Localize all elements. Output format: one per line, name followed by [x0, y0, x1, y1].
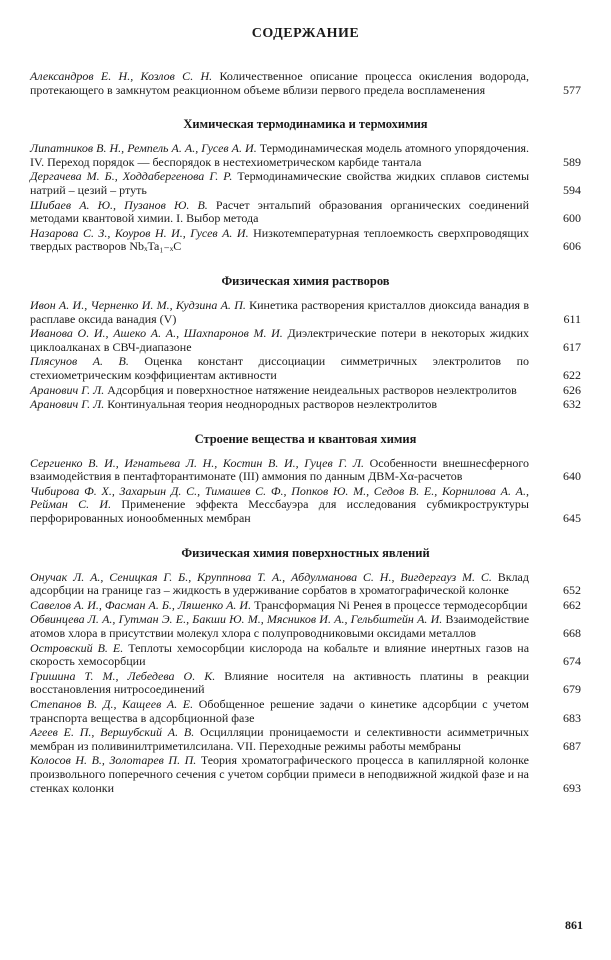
section-title: Физическая химия поверхностных явлений — [181, 545, 430, 560]
entry-page: 687 — [563, 738, 581, 753]
entry-page: 668 — [563, 626, 581, 641]
page-number: 861 — [565, 918, 583, 932]
entry-page: 674 — [563, 654, 581, 669]
entry-authors: Савелов А. И., Фасман А. Б., Ляшенко А. И. — [30, 597, 252, 612]
entry-title: Применение эффекта Мессбауэра для исследования субмикроструктуры перфорированных ионообменных мембран — [30, 497, 529, 526]
toc-entry — [30, 398, 581, 412]
entry-authors: Обвинцева Л. А., Гутман Э. Е., Бакши Ю. М., Мясников И. А., Гельбштейн А. И. — [30, 612, 443, 627]
entry-page: 626 — [563, 382, 581, 397]
toc-entry — [30, 227, 581, 254]
page-title: СОДЕРЖАНИЕ — [251, 26, 360, 41]
entry-page: 577 — [563, 82, 581, 97]
section-title: Химическая термодинамика и термохимия — [183, 117, 428, 132]
entry-title: Обобщенное решение задачи о кинетике адсорбции с учетом транспорта вещества в адсорбционной фазе — [30, 697, 530, 725]
toc-entry — [30, 754, 581, 795]
entry-title: Термодинамические свойства жидких сплавов системы натрий – цезий – ртуть — [30, 169, 530, 197]
entry-page: 594 — [563, 182, 581, 197]
toc-entry — [30, 457, 581, 484]
entry-title: Кинетика растворения кристаллов диоксида ванадия в расплаве оксида ванадия (V) — [30, 297, 529, 326]
entry-title: Теория хроматографического процесса в капиллярной колонке произвольного поперечного сечения с учетом сорбции примеси в неподвижной жидкой фазе и на стенках колонки — [30, 753, 530, 795]
toc-entry — [30, 170, 581, 197]
entry-page: 606 — [563, 239, 581, 254]
entry-authors: Сергиенко В. И., Игнатьева Л. Н., Костин В. И., Гуцев Г. Л. — [30, 455, 365, 470]
toc-entry — [30, 70, 581, 97]
toc-entry — [30, 327, 581, 354]
entry-title: Континуальная теория неоднородных растворов неэлектролитов — [107, 397, 438, 412]
toc-entry — [30, 384, 581, 398]
entry-page: 652 — [563, 583, 581, 598]
entry-authors: Дергачева М. Б., Ходдабергенова Г. Р. — [30, 169, 233, 184]
toc-entry — [30, 670, 581, 697]
entry-authors: Ивон А. И., Черненко И. М., Кудзина А. П. — [30, 297, 246, 312]
entry-authors: Островский В. Е. — [30, 640, 124, 655]
toc-entry — [30, 613, 581, 640]
entry-authors: Аранович Г. Л. — [30, 382, 105, 397]
entry-page: 645 — [563, 511, 581, 526]
entry-title: Термодинамическая модель атомного упорядочения. IV. Переход порядок — беспорядок в нестехиометрическом карбиде тантала — [30, 141, 530, 169]
entry-authors: Иванова О. И., Ашеко А. А., Шахпаронов М. И. — [30, 326, 283, 341]
toc-entry — [30, 726, 581, 753]
entry-page: 600 — [563, 211, 581, 226]
entry-title: Осцилляции проницаемости и селективности асимметричных мембран из поливинилтриметилсилана. VII. Переходные режимы работы мембраны — [30, 725, 530, 753]
toc-entry — [30, 299, 581, 326]
entry-authors: Назарова С. З., Коуров Н. И., Гусев А. И. — [30, 225, 249, 240]
entry-title: Расчет энтальпий образования органических соединений методами квантовой химии. I. Выбор метода — [30, 197, 530, 226]
entry-authors: Плясунов А. В. — [30, 354, 129, 369]
entry-authors: Липатников В. Н., Ремпель А. А., Гусев А. И. — [30, 141, 257, 156]
entry-authors: Агеев Е. П., Вершубский А. В. — [30, 725, 195, 740]
toc-entry — [30, 355, 581, 382]
entry-page: 693 — [563, 780, 581, 795]
entry-authors: Гришина Т. М., Лебедева О. К. — [30, 668, 216, 683]
entry-title: Трансформация Ni Ренея в процессе термодесорбции — [254, 597, 528, 612]
entry-title: Теплоты хемосорбции кислорода на кобальте и влияние инертных газов на скорость хемосорбции — [30, 640, 530, 669]
entry-title: Вклад адсорбции на границе газ – жидкость в удерживание сорбатов в хроматографической колонке — [30, 569, 529, 598]
entry-authors: Александров Е. Н., Козлов С. Н. — [30, 69, 213, 83]
entry-title: Адсорбция и поверхностное натяжение неидеальных растворов неэлектролитов — [107, 382, 517, 397]
toc-entry — [30, 485, 581, 526]
section-title: Строение вещества и квантовая химия — [194, 431, 417, 446]
entry-page: 622 — [563, 367, 581, 382]
entry-title: Количественное описание процесса окисления водорода, протекающего в замкнутом реакционном объеме вблизи первого предела воспламенения — [30, 69, 530, 97]
entry-authors: Колосов Н. В., Золотарев П. П. — [30, 753, 197, 768]
entry-authors: Аранович Г. Л. — [30, 397, 105, 412]
entry-page: 683 — [563, 710, 581, 725]
section-title: Физическая химия растворов — [221, 273, 390, 288]
entry-page: 632 — [563, 397, 581, 412]
toc-entry — [30, 142, 581, 169]
entry-page: 640 — [563, 469, 581, 484]
toc-entry — [30, 698, 581, 725]
entry-page: 611 — [563, 311, 581, 326]
entry-title: Особенности внешнесферного взаимодействия в пентафторантимонате (III) аммония по данным ДВМ-Xα-расчетов — [30, 455, 529, 484]
entry-title: Взаимодействие атомов хлора в присутствии молекул хлора с полупроводниковыми оксидами металлов — [30, 612, 530, 641]
entry-page: 662 — [563, 597, 581, 612]
entry-page: 617 — [563, 339, 581, 354]
entry-title: Влияние носителя на активность платины в реакции восстановления нитросоединений — [30, 668, 529, 697]
entry-authors: Чибирова Ф. Х., Захарьин Д. С., Тимашев С. Ф., Попков Ю. М., Седов В. Е., Корнилова А. А., Рейман С. И. — [30, 483, 529, 512]
entry-authors: Онучак Л. А., Сеницкая Г. Б., Круппнова Т. А., Абдулманова С. Н., Вигдергауз М. С. — [30, 569, 492, 584]
entry-title: Оценка констант диссоциации симметричных электролитов по стехиометрическим коэффициентам активности — [30, 354, 530, 382]
entry-authors: Степанов В. Д., Кащеев А. Е. — [30, 697, 194, 711]
entry-page: 679 — [563, 682, 581, 697]
entry-title: Диэлектрические потери в некоторых жидких циклоалканах в СВЧ-диапазоне — [30, 326, 529, 354]
toc-entry — [30, 599, 581, 613]
toc-entry — [30, 642, 581, 669]
entry-authors: Шибаев А. Ю., Пузанов Ю. В. — [30, 197, 208, 212]
entry-title: Низкотемпературная теплоемкость сверхпроводящих твердых растворов NbₓTa₁₋ₓC — [30, 225, 529, 254]
toc-entry — [30, 199, 581, 226]
toc-sections — [30, 117, 581, 795]
entry-page: 589 — [563, 154, 581, 169]
toc-entry — [30, 571, 581, 598]
